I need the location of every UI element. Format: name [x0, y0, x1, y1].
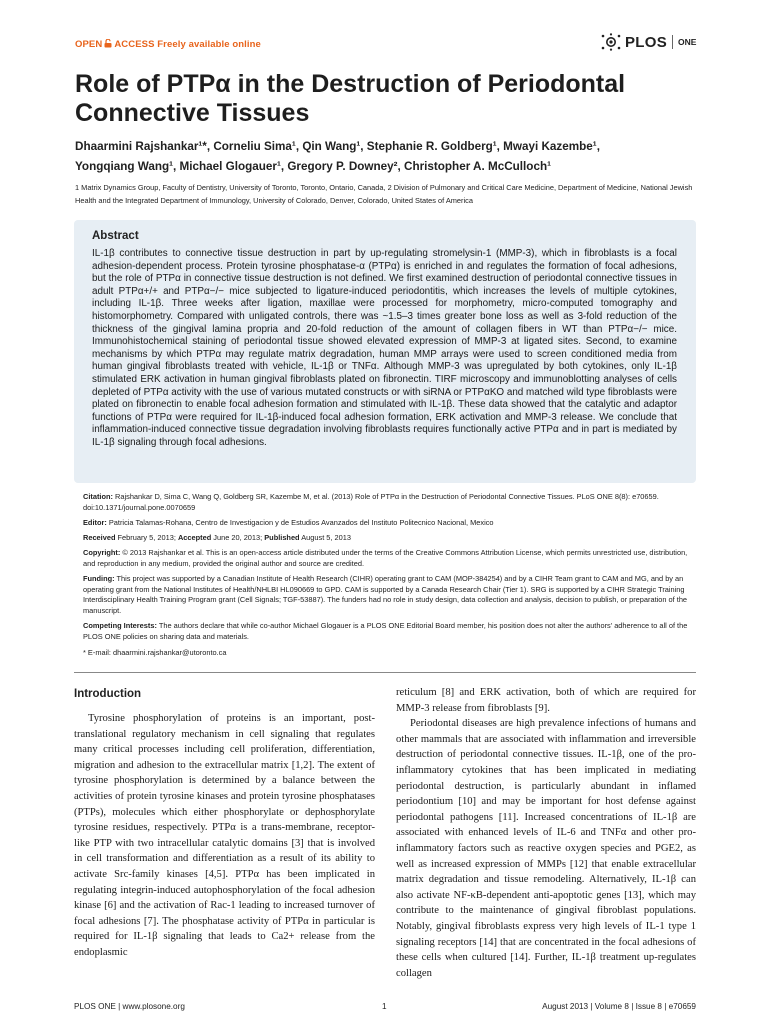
- plos-logo-text: PLOS: [625, 33, 668, 51]
- paragraph: reticulum [8] and ERK activation, both of which are required for MMP-3 release from fibroblasts [9].: [396, 687, 696, 714]
- introduction-heading: Introduction: [74, 688, 142, 700]
- accepted-label: Accepted: [177, 533, 212, 542]
- logo-divider: [672, 35, 673, 49]
- plos-logo-icon: [600, 33, 622, 51]
- competing-interests: [83, 621, 691, 642]
- open-lock-icon: [104, 39, 112, 48]
- body-column-left: [74, 711, 375, 961]
- corresponding-email: * E-mail: dhaarmini.rajshankar@utoronto.ca: [83, 648, 227, 657]
- plos-logo-suffix: ONE: [678, 37, 697, 47]
- footer-journal: PLOS ONE | www.plosone.org: [74, 1002, 185, 1011]
- author-list: [75, 137, 705, 177]
- abstract-heading: Abstract: [92, 230, 139, 242]
- paragraph: Periodontal diseases are high prevalence infections of humans and other mammals that are associated with inflammation and irreversible destruction of periodontal connective tissues. IL-1β, one of the pro-inflammatory cytokines that has been implicated in mediating periodontal destruction, is particularly abundant in inflamed periodontium [10] and may be important for host defense against periodontal pathogens [11]. Increased concentrations of IL-1β are associated with enhanced levels of IL-6 and TNFα and other pro-inflammatory factors such as reactive oxygen species and PGE2, as well as increased expression of MMPs [12] that enable extracellular matrix degradation and tissue remodeling. Alternatively, IL-1β can also activate NF-κB-dependent anti-apoptotic genes [13], which may contribute to the maintenance of gingival fibroblast populations. Notably, gingival fibroblasts express very high levels of IL-1 type 1 signaling receptors [14] that are concentrated in the focal adhesions of these cells when cultured [14]. Further, IL-1β treatment up-regulates collagen: [396, 718, 696, 979]
- citation: [83, 492, 691, 513]
- plos-one-logo: [600, 32, 696, 52]
- citation-text: Rajshankar D, Sima C, Wang Q, Goldberg SR, Kazembe M, et al. (2013) Role of PTPα in the Destruction of Periodontal Connective Tissues. PLoS ONE 8(8): e70659. doi:10.1371/journal.pone.0070659: [83, 492, 659, 512]
- abstract-text: IL-1β contributes to connective tissue destruction in part by up-regulating stromelysin-1 (MMP-3), which in fibroblasts is a focal adhesion-dependent process. Protein tyrosine phosphatase-α (PTPα) is enriched in and regulates the formation of focal adhesions, but the role of PTPα in connective tissue destruction is not defined. We first examined destruction of periodontal connective tissues in adult PTPα+/+ and PTPα−/− mice subjected to ligature-induced periodontitis, which increases the levels of multiple cytokines, including IL-1β. Three weeks after ligation, maxillae were processed for morphometry, micro-computed tomography and histomorphometry. Compared with unligated controls, there was ~1.5–3 times greater bone loss as well as 3-fold reduction of the thickness of the gingival lamina propria and 20-fold reduction of the amount of collagen fibers in WT than PTPα−/− mice. Immunohistochemical staining of periodontal tissue showed elevated expression of MMP-3 at ligated sites. Second, to examine mechanisms by which PTPα may regulate matrix degradation, human MMP arrays were used to screen conditioned media from human gingival fibroblasts treated with vehicle, IL-1β or TNFα. Although MMP-3 was upregulated by both cytokines, only IL-1β stimulated ERK activation in human gingival fibroblasts plated on fibronectin. TIRF microscopy and immunoblotting analyses of cells depleted of PTPα activity with the use of various mutated constructs or with siRNA or PTPαKO and matched wild type fibroblasts were plated on fibronectin to enable focal adhesion formation and stimulated with IL-1β. These data showed that the catalytic and adaptor functions of PTPα were required for IL-1β-induced focal adhesion formation, ERK activation and MMP-3 release. We conclude that inflammation-induced connective tissue degradation involving fibroblasts requires functionally active PTPα and in part is mediated by IL-1β signaling through focal adhesions.: [92, 248, 677, 448]
- funding: [83, 574, 691, 616]
- editor-text: Patricia Talamas-Rohana, Centro de Investigacion y de Estudios Avanzados del Instituto Politecnico Nacional, Mexico: [108, 518, 494, 527]
- editor: [83, 518, 691, 529]
- section-divider: [74, 672, 696, 673]
- author-line: Dhaarmini Rajshankar¹*, Corneliu Sima¹, Qin Wang¹, Stephanie R. Goldberg¹, Mwayi Kazembe¹,: [75, 140, 600, 153]
- page-number: 1: [382, 1002, 387, 1011]
- copyright-label: Copyright:: [83, 548, 121, 557]
- received-label: Received: [83, 533, 116, 542]
- dates: [83, 533, 691, 544]
- footer-issue: August 2013 | Volume 8 | Issue 8 | e70659: [542, 1002, 696, 1011]
- open-access-banner: [75, 39, 261, 50]
- received-date: February 5, 2013;: [117, 533, 176, 542]
- open-access-label: OPEN: [75, 39, 103, 50]
- competing-text: The authors declare that while co-author Michael Glogauer is a PLOS ONE Editorial Board member, his position does not alter the authors' adherence to all of the PLOS ONE policies on sharing data and materials.: [83, 621, 688, 641]
- copyright: [83, 548, 691, 569]
- freely-available-label: ACCESS Freely available online: [114, 39, 261, 50]
- published-label: Published: [264, 533, 300, 542]
- funding-text: This project was supported by a Canadian Institute of Health Research (CIHR) operating grant to CAM (MOP-384254) and by a CIHR Team grant to CAM and MG, and by an operating grant from the National Institutes of Health/NHLBI HL090669 to GPD. CAM is supported by a Canada Research Chair (Tier 1). SRG is supported by a CIHR Strategic Training Interdisciplinary Health Training Program grant (Cell Signals; TGF-53887). The funders had no role in study design, data collection and analysis, decision to publish, or preparation of the manuscript.: [83, 574, 688, 615]
- published-date: August 5, 2013: [301, 533, 351, 542]
- accepted-date: June 20, 2013;: [213, 533, 263, 542]
- citation-label: Citation:: [83, 492, 113, 501]
- article-title: Role of PTPα in the Destruction of Periodontal Connective Tissues: [75, 70, 626, 127]
- body-column-right: [396, 685, 696, 981]
- paragraph: Tyrosine phosphorylation of proteins is an important, post-translational regulatory mechanism in cell signaling that regulates many critical processes including cell proliferation, differentiation, migration and adhesion to the extracellular matrix [1,2]. The extent of tyrosine phosphorylation is determined by a balance between the activities of protein tyrosine kinases and protein tyrosine phosphatases (PTPs), molecules which either phosphorylate or dephosphorylate tyrosine residues, respectively. PTPα is a trans-membrane, receptor-like PTP with two intracellular catalytic domains [3] that is involved in cell transformation and differentiation as a result of its ability to activate Src-family kinases [4,5]. PTPα has been implicated in regulating integrin-induced autophosphorylation of the focal adhesion kinase [6] and the activation of Rac-1 leading to increased turnover of focal adhesions [7]. The phosphatase activity of PTPα in particular is required for IL-1β signaling that leads to Ca2+ release from the endoplasmic: [74, 713, 375, 958]
- copyright-text: © 2013 Rajshankar et al. This is an open-access article distributed under the terms of the Creative Commons Attribution License, which permits unrestricted use, distribution, and reproduction in any medium, provided the original author and source are credited.: [83, 548, 688, 568]
- funding-label: Funding:: [83, 574, 115, 583]
- author-line: Yongqiang Wang¹, Michael Glogauer¹, Gregory P. Downey², Christopher A. McCulloch¹: [75, 160, 551, 173]
- editor-label: Editor:: [83, 518, 107, 527]
- affiliations: 1 Matrix Dynamics Group, Faculty of Dentistry, University of Toronto, Toronto, Ontario, Canada, 2 Division of Pulmonary and Critical Care Medicine, Department of Medicine, National Jewish Health and the Integrated Department of Immunology, University of Colorado, Denver, Colorado, United States of America: [75, 183, 693, 205]
- competing-label: Competing Interests:: [83, 621, 157, 630]
